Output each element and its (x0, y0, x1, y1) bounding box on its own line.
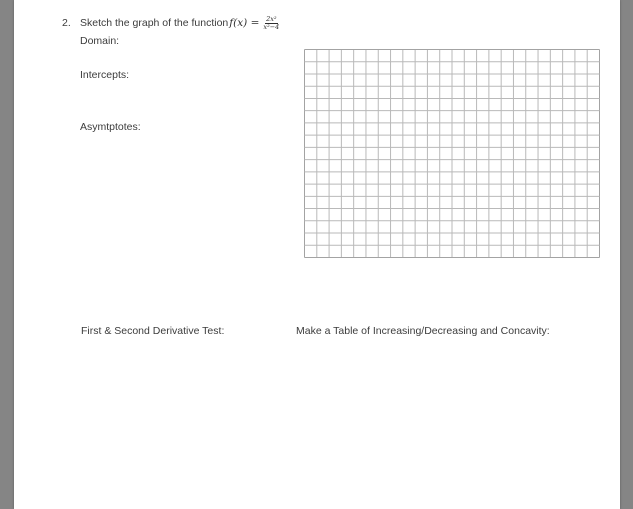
function-lhs: f(x) = (229, 17, 260, 29)
question-2 (62, 12, 280, 34)
fraction-denominator: x²−4 (263, 22, 280, 31)
domain-label: Domain: (80, 35, 120, 47)
asymptotes-label: Asymtptotes: (80, 121, 141, 133)
derivative-test-label: First & Second Derivative Test: (81, 325, 225, 337)
question-number: 2. (62, 17, 71, 29)
fraction-numerator: 2x² (266, 14, 277, 23)
worksheet-page (14, 0, 620, 509)
graph-grid[interactable] (304, 49, 600, 258)
table-prompt-label: Make a Table of Increasing/Decreasing and Concavity: (296, 325, 550, 337)
function-fraction (262, 16, 280, 31)
intercepts-label: Intercepts: (80, 69, 130, 81)
question-prompt: Sketch the graph of the function (80, 17, 229, 29)
